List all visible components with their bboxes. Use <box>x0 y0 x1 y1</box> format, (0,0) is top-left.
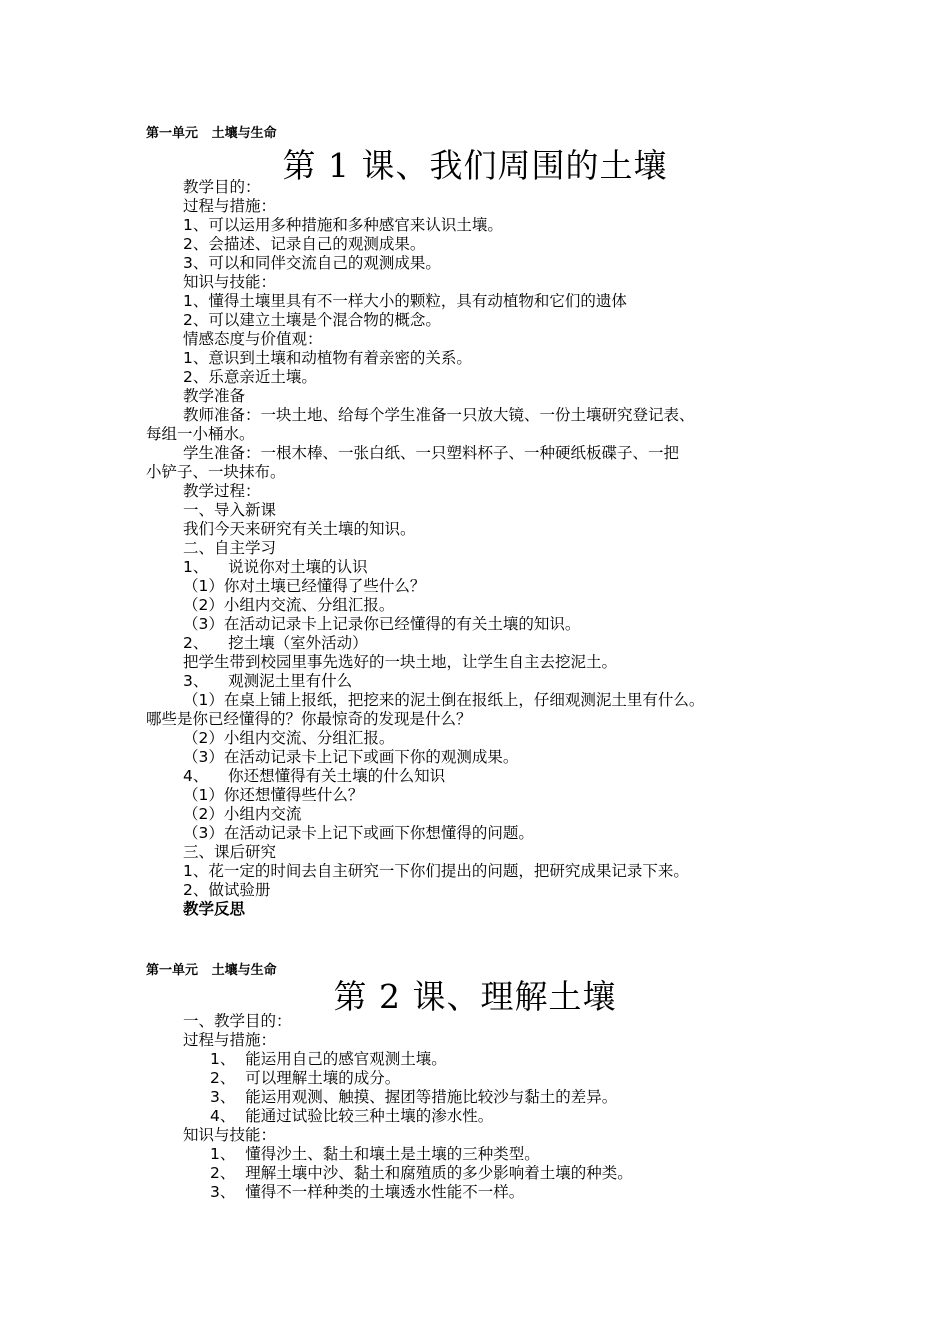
text-line: 1、意识到土壤和动植物有着亲密的关系。 <box>183 349 472 367</box>
text-line: 2、 理解土壤中沙、黏土和腐殖质的多少影响着土壤的种类。 <box>210 1164 633 1182</box>
lesson-title: 第 1 课、我们周围的土壤 <box>282 146 668 185</box>
text-line: 每组一小桶水。 <box>146 425 255 443</box>
text-line: 1、花一定的时间去自主研究一下你们提出的问题，把研究成果记录下来。 <box>183 862 689 880</box>
text-line: 2、会描述、记录自己的观测成果。 <box>183 235 426 253</box>
unit-header: 第一单元 土壤与生命 <box>146 963 277 978</box>
text-line: 3、 观测泥土里有什么 <box>183 672 353 690</box>
text-line: 3、 懂得不一样种类的土壤透水性能不一样。 <box>210 1183 525 1201</box>
text-line: 知识与技能： <box>183 273 277 291</box>
text-line: 1、 懂得沙土、黏土和壤土是土壤的三种类型。 <box>210 1145 540 1163</box>
reflection-heading: 教学反思 <box>183 900 246 918</box>
text-line: 4、 你还想懂得有关土壤的什么知识 <box>183 767 446 785</box>
text-line: 4、 能通过试验比较三种土壤的渗水性。 <box>210 1107 494 1125</box>
text-line: 知识与技能： <box>183 1126 277 1144</box>
text-line: （2）小组内交流、分组汇报。 <box>183 596 395 614</box>
text-line: （2）小组内交流 <box>183 805 302 823</box>
text-line: 把学生带到校园里事先选好的一块土地，让学生自主去挖泥土。 <box>183 653 618 671</box>
text-line: 二、自主学习 <box>183 539 277 557</box>
text-line: （1）你对土壤已经懂得了些什么？ <box>183 577 426 595</box>
text-line: 2、做试验册 <box>183 881 271 899</box>
text-line: 1、 说说你对土壤的认识 <box>183 558 368 576</box>
text-line: （1）在桌上铺上报纸，把挖来的泥土倒在报纸上，仔细观测泥土里有什么。 <box>183 691 705 709</box>
lesson-title: 第 2 课、理解土壤 <box>333 977 617 1016</box>
text-line: （3）在活动记录卡上记下或画下你的观测成果。 <box>183 748 519 766</box>
text-line: 一、导入新课 <box>183 501 277 519</box>
text-line: 2、 可以理解土壤的成分。 <box>210 1069 401 1087</box>
text-line: 1、可以运用多种措施和多种感官来认识土壤。 <box>183 216 503 234</box>
text-line: 教学目的： <box>183 178 261 196</box>
text-line: （1）你还想懂得些什么？ <box>183 786 364 804</box>
text-line: 教学准备 <box>183 387 246 405</box>
text-line: 教师准备：一块土地、给每个学生准备一只放大镜、一份土壤研究登记表、 <box>183 406 695 424</box>
text-line: 情感态度与价值观： <box>183 330 323 348</box>
text-line: 2、乐意亲近土壤。 <box>183 368 317 386</box>
text-line: 1、懂得土壤里具有不一样大小的颗粒，具有动植物和它们的遗体 <box>183 292 627 310</box>
text-line: （3）在活动记录卡上记下或画下你想懂得的问题。 <box>183 824 534 842</box>
text-line: 三、课后研究 <box>183 843 277 861</box>
text-line: 小铲子、一块抹布。 <box>146 463 286 481</box>
text-line: 过程与措施： <box>183 1031 277 1049</box>
text-line: 一、教学目的： <box>183 1012 292 1030</box>
text-line: 2、 挖土壤（室外活动） <box>183 634 368 652</box>
text-line: 过程与措施： <box>183 197 277 215</box>
text-line: 教学过程： <box>183 482 261 500</box>
text-line: 3、可以和同伴交流自己的观测成果。 <box>183 254 441 272</box>
unit-header: 第一单元 土壤与生命 <box>146 126 277 141</box>
text-line: 学生准备：一根木棒、一张白纸、一只塑料杯子、一种硬纸板碟子、一把 <box>183 444 680 462</box>
text-line: 2、可以建立土壤是个混合物的概念。 <box>183 311 441 329</box>
text-line: （2）小组内交流、分组汇报。 <box>183 729 395 747</box>
text-line: 3、 能运用观测、触摸、握团等措施比较沙与黏土的差异。 <box>210 1088 618 1106</box>
text-line: 哪些是你已经懂得的？你最惊奇的发现是什么？ <box>146 710 472 728</box>
text-line: 1、 能运用自己的感官观测土壤。 <box>210 1050 447 1068</box>
text-line: （3）在活动记录卡上记录你已经懂得的有关土壤的知识。 <box>183 615 581 633</box>
text-line: 我们今天来研究有关土壤的知识。 <box>183 520 416 538</box>
